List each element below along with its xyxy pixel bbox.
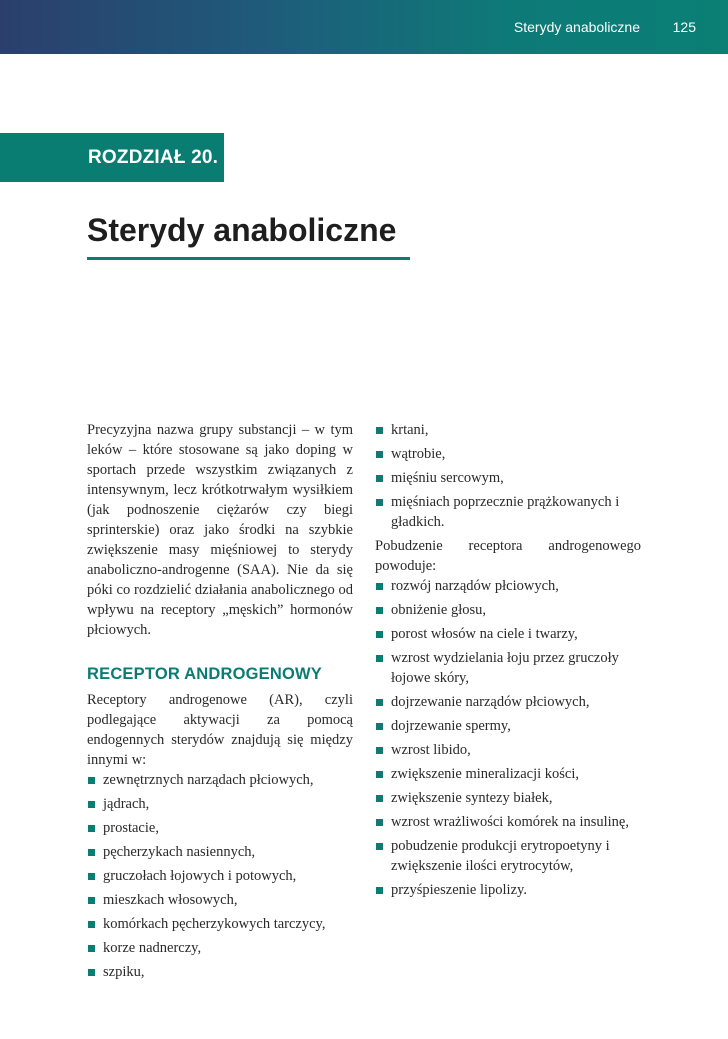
list-item: wzrost wydzielania łoju przez gruczoły łojowe skóry, <box>375 648 641 688</box>
title-underline <box>87 257 410 260</box>
effects-lead: Pobudzenie receptora androgenowego powoduje: <box>375 538 641 574</box>
list-item: dojrzewanie narządów płciowych, <box>375 692 641 712</box>
section-heading: RECEPTOR ANDROGENOWY <box>87 665 323 683</box>
list-item: przyśpieszenie lipolizy. <box>375 880 641 900</box>
list-item: obniżenie głosu, <box>375 600 641 620</box>
running-title: Sterydy anaboliczne <box>513 19 640 35</box>
list-item: wątrobie, <box>375 444 641 464</box>
list-item: krtani, <box>375 420 641 440</box>
square-bullet-icon <box>376 819 383 826</box>
list-item: zwiększenie mineralizacji kości, <box>375 764 641 784</box>
list-item: dojrzewanie spermy, <box>375 716 641 736</box>
list-item: zewnętrznych narządach płciowych, <box>87 770 353 790</box>
list-item: pobudzenie produkcji erytropoetyny i zwiększenie ilości erytrocytów, <box>375 836 641 876</box>
left-column <box>87 420 353 986</box>
list-item: mięśniach poprzecznie prążkowanych i gładkich. <box>375 492 641 532</box>
square-bullet-icon <box>88 777 95 784</box>
square-bullet-icon <box>88 873 95 880</box>
list-item: prostacie, <box>87 818 353 838</box>
list-item: gruczołach łojowych i potowych, <box>87 866 353 886</box>
list-item: zwiększenie syntezy białek, <box>375 788 641 808</box>
list-item: porost włosów na ciele i twarzy, <box>375 624 641 644</box>
list-item: jądrach, <box>87 794 353 814</box>
square-bullet-icon <box>88 825 95 832</box>
list-item: mieszkach włosowych, <box>87 890 353 910</box>
square-bullet-icon <box>88 849 95 856</box>
square-bullet-icon <box>88 969 95 976</box>
square-bullet-icon <box>376 631 383 638</box>
locations-list-right <box>375 420 641 532</box>
square-bullet-icon <box>376 499 383 506</box>
right-column <box>375 420 641 904</box>
square-bullet-icon <box>376 427 383 434</box>
locations-list-left <box>87 770 353 982</box>
square-bullet-icon <box>376 475 383 482</box>
list-item: szpiku, <box>87 962 353 982</box>
page-number: 125 <box>672 19 696 35</box>
list-item: wzrost wrażliwości komórek na insulinę, <box>375 812 641 832</box>
square-bullet-icon <box>376 583 383 590</box>
square-bullet-icon <box>88 897 95 904</box>
chapter-title: Sterydy anaboliczne <box>87 212 397 248</box>
list-item: komórkach pęcherzykowych tarczycy, <box>87 914 353 934</box>
list-item: mięśniu sercowym, <box>375 468 641 488</box>
square-bullet-icon <box>376 723 383 730</box>
square-bullet-icon <box>376 451 383 458</box>
list-item: rozwój narządów płciowych, <box>375 576 641 596</box>
square-bullet-icon <box>376 795 383 802</box>
page-header <box>0 0 728 54</box>
section-lead: Receptory androgenowe (AR), czyli podlegające aktywacji za pomocą endogennych sterydów znajdują się między innymi w: <box>87 692 353 768</box>
square-bullet-icon <box>376 655 383 662</box>
square-bullet-icon <box>376 699 383 706</box>
list-item: korze nadnerczy, <box>87 938 353 958</box>
intro-paragraph: Precyzyjna nazwa grupy substancji – w tym leków – które stosowane są jako doping w sportach przede wszystkim związanych z intensywnym, lecz krótkotrwałym wysiłkiem (jak podnoszenie ciężarów czy biegi sprinterskie) oraz jako środki na szybkie zwiększenie masy mięśniowej to sterydy anaboliczno-androgenne (SAA). Nie da się póki co rozdzielić działania anabolicznego od wpływu na receptory „męskich” hormonów płciowych. <box>87 422 353 638</box>
square-bullet-icon <box>376 887 383 894</box>
square-bullet-icon <box>88 801 95 808</box>
chapter-label: ROZDZIAŁ 20. <box>88 147 219 168</box>
list-item: pęcherzykach nasiennych, <box>87 842 353 862</box>
square-bullet-icon <box>376 843 383 850</box>
square-bullet-icon <box>376 771 383 778</box>
square-bullet-icon <box>376 747 383 754</box>
effects-list <box>375 576 641 900</box>
list-item: wzrost libido, <box>375 740 641 760</box>
square-bullet-icon <box>88 921 95 928</box>
square-bullet-icon <box>88 945 95 952</box>
square-bullet-icon <box>376 607 383 614</box>
